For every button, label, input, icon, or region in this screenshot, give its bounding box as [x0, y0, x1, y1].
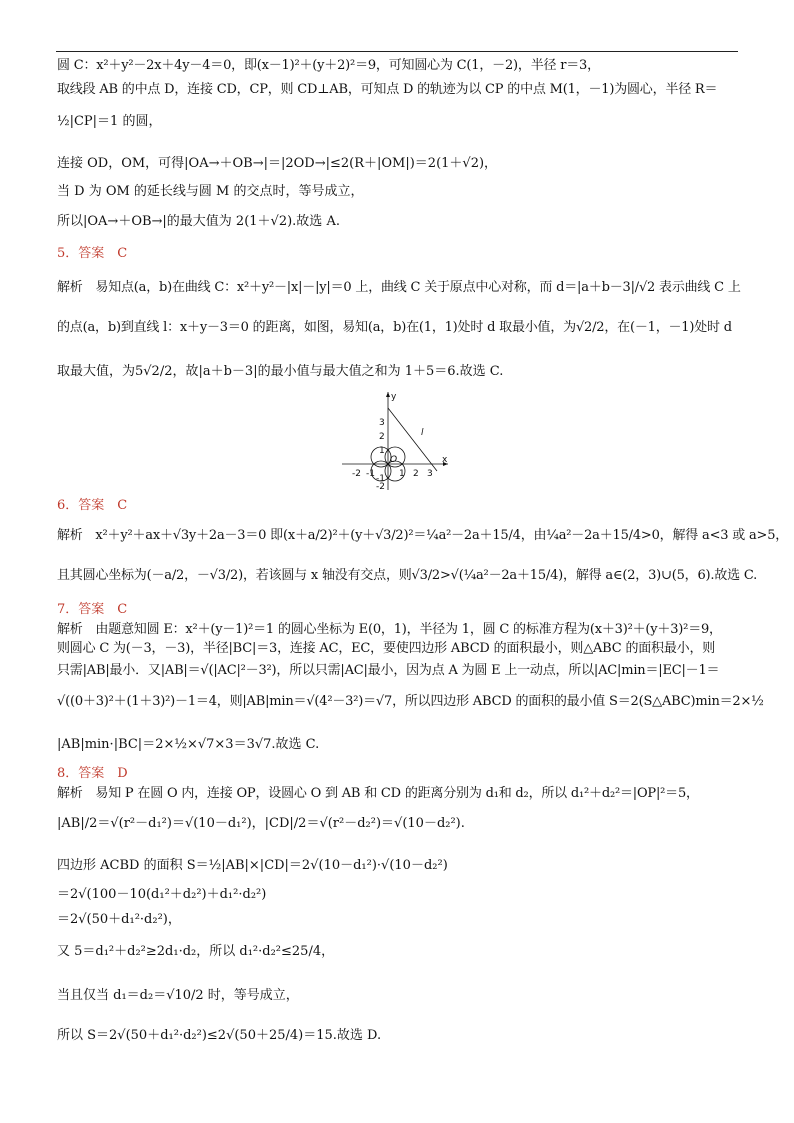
header-rule	[56, 51, 738, 52]
text-line: 所以 S＝2√(50＋d₁²·d₂²)≤2√(50＋25/4)＝15.故选 D.	[57, 1028, 382, 1043]
text-line: 取线段 AB 的中点 D，连接 CD，CP，则 CD⊥AB，可知点 D 的轨迹为以 CP 的中点 M(1，－1)为圆心，半径 R＝	[57, 82, 718, 97]
text-line: 又 5＝d₁²＋d₂²≥2d₁·d₂，所以 d₁²·d₂²≤25/4，	[57, 944, 335, 959]
text-line: 解析 易知点(a，b)在曲线 C：x²＋y²－|x|－|y|＝0 上，曲线 C 关于原点中心对称，而 d＝|a＋b－3|/√2 表示曲线 C 上	[57, 280, 741, 295]
text-line: |AB|min·|BC|＝2×½×√7×3＝3√7.故选 C.	[57, 737, 320, 752]
text-line: 的点(a，b)到直线 l：x＋y－3＝0 的距离，如图，易知(a，b)在(1，1)处时 d 取最小值，为√2/2，在(－1，－1)处时 d	[57, 320, 732, 335]
text-line: 当且仅当 d₁＝d₂＝√10/2 时，等号成立，	[57, 988, 299, 1003]
text-line: 取最大值，为5√2/2，故|a＋b－3|的最小值与最大值之和为 1＋5＝6.故选 C.	[57, 364, 504, 379]
line-l-label: l	[421, 428, 424, 438]
text-line: 且其圆心坐标为(－a/2，－√3/2)，若该圆与 x 轴没有交点，则√3/2>√(¼a²－2a＋15/4)，解得 a∈(2，3)∪(5，6).故选 C.	[57, 568, 758, 583]
x-tick-label: 2	[413, 469, 419, 479]
text-line: 四边形 ACBD 的面积 S＝½|AB|×|CD|＝2√(10－d₁²)·√(10－d₂²)	[57, 858, 448, 873]
text-line: 解析 由题意知圆 E：x²＋(y－1)²＝1 的圆心坐标为 E(0，1)，半径为 1，圆 C 的标准方程为(x＋3)²＋(y＋3)²＝9，	[57, 622, 722, 637]
text-line: 则圆心 C 为(－3，－3)，半径|BC|＝3，连接 AC，EC，要使四边形 ABCD 的面积最小，则△ABC 的面积最小，则	[57, 641, 716, 656]
text-line: ½|CP|＝1 的圆，	[57, 114, 162, 129]
text-line: ＝2√(50＋d₁²·d₂²)，	[57, 912, 181, 927]
x-axis-label: x	[442, 455, 448, 465]
curve-figure	[338, 388, 452, 494]
text-line: 解析 易知 P 在圆 O 内，连接 OP，设圆心 O 到 AB 和 CD 的距离分别为 d₁和 d₂，所以 d₁²＋d₂²＝|OP|²＝5，	[57, 786, 699, 801]
text-line: 圆 C：x²＋y²－2x＋4y－4＝0，即(x－1)²＋(y＋2)²＝9，可知圆心为 C(1，－2)，半径 r＝3，	[57, 58, 600, 73]
y-axis-label: y	[391, 392, 397, 402]
y-tick-label: 3	[379, 418, 385, 428]
y-tick-label: -1	[376, 474, 385, 484]
x-tick-label: -1	[366, 469, 375, 479]
x-tick-label: 1	[399, 469, 405, 479]
text-line: 当 D 为 OM 的延长线与圆 M 的交点时，等号成立，	[57, 184, 364, 199]
x-tick-label: 3	[427, 469, 433, 479]
text-line: 只需|AB|最小．又|AB|＝√(|AC|²－3²)，所以只需|AC|最小，因为点 A 为圆 E 上一动点，所以|AC|min＝|EC|－1＝	[57, 663, 720, 678]
answer-heading: 7．答案 C	[57, 602, 128, 617]
origin-label: O	[390, 455, 398, 465]
text-line: 连接 OD，OM，可得|OA→＋OB→|＝|2OD→|≤2(R＋|OM|)＝2(1＋√2)，	[57, 156, 498, 171]
text-line: ＝2√(100－10(d₁²＋d₂²)＋d₁²·d₂²)	[57, 887, 267, 902]
answer-heading: 8．答案 D	[57, 766, 128, 781]
coordinate-plot	[338, 388, 452, 494]
answer-heading: 6．答案 C	[57, 498, 128, 513]
x-tick-label: -2	[352, 469, 361, 479]
answer-heading: 5．答案 C	[57, 246, 128, 261]
text-line: √((0＋3)²＋(1＋3)²)－1＝4，则|AB|min＝√(4²－3²)＝√7，所以四边形 ABCD 的面积的最小值 S＝2(S△ABC)min＝2×½	[57, 694, 764, 709]
y-tick-label: 2	[379, 432, 385, 442]
y-tick-label: -2	[376, 482, 385, 492]
text-line: 解析 x²＋y²＋ax＋√3y＋2a－3＝0 即(x＋a/2)²＋(y＋√3/2)²＝¼a²－2a＋15/4，由¼a²－2a＋15/4>0，解得 a<3 或 a>5，	[57, 528, 789, 543]
y-tick-label: 1	[379, 446, 385, 456]
text-line: |AB|/2＝√(r²－d₁²)＝√(10－d₁²)，|CD|/2＝√(r²－d₂²)＝√(10－d₂²).	[57, 816, 465, 831]
text-line: 所以|OA→＋OB→|的最大值为 2(1＋√2).故选 A.	[57, 214, 340, 229]
y-axis-arrow-icon	[386, 392, 390, 397]
